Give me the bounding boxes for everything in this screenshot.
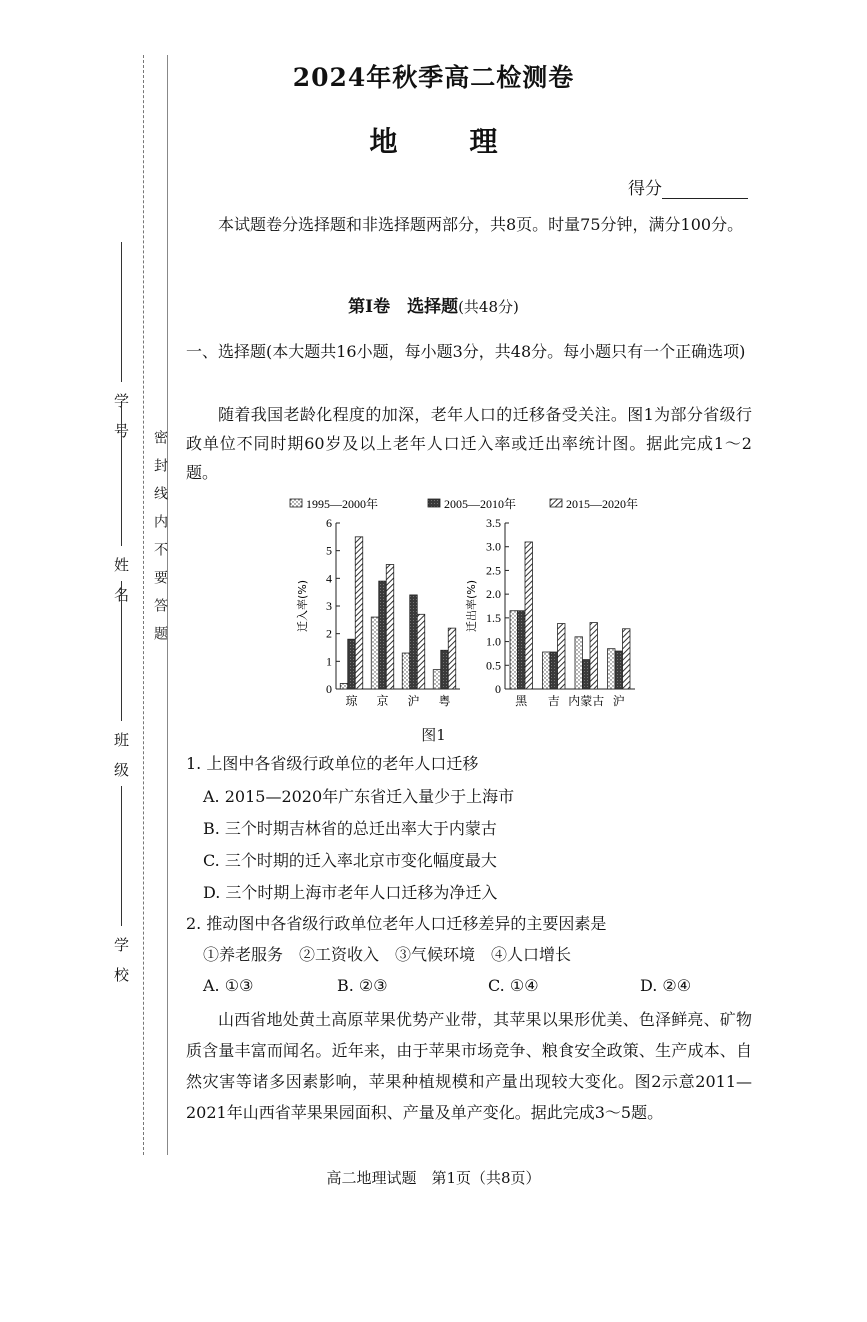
legend-label: 2005—2010年 [444,497,517,511]
section-title: 第Ⅰ卷 选择题 [348,297,459,317]
bar [518,611,526,689]
q2-option-a[interactable]: A. ①③ [203,976,254,995]
y-tick-label: 2.5 [486,563,501,578]
q2-factors: ①养老服务 ②工资收入 ③气候环境 ④人口增长 [203,945,572,964]
school-field[interactable] [112,780,132,982]
bar [348,639,356,689]
y-tick-label: 5 [326,543,332,558]
bar [402,653,410,689]
x-category-label: 沪 [612,694,625,708]
exam-intro: 本试题卷分选择题和非选择题两部分，共8页。时量75分钟，满分100分。 [218,215,744,234]
q1-option-b[interactable]: B. 三个时期吉林省的总迁出率大于内蒙古 [203,819,497,838]
x-category-label: 黑 [515,694,528,708]
y-tick-label: 0 [326,682,332,696]
page-footer: 高二地理试题 第1页（共8页） [326,1169,541,1187]
figure-1-chart [280,493,670,718]
x-category-label: 琼 [345,694,358,708]
x-category-label: 沪 [407,694,420,708]
bar [525,542,533,689]
school-label: 学 校 [112,936,130,982]
bar [379,581,387,689]
x-category-label: 粤 [438,694,451,708]
bar [386,565,394,690]
student-name-label: 姓 名 [112,556,130,602]
bar [558,624,566,689]
chart-legend [290,496,638,511]
y-tick-label: 3.5 [486,516,501,530]
bar [510,611,518,689]
q1-option-c[interactable]: C. 三个时期的迁入率北京市变化幅度最大 [203,851,497,870]
y-tick-label: 1 [326,654,332,669]
chart-out-migration [464,516,635,708]
x-category-label: 内蒙古 [568,694,605,708]
y-tick-label: 2.0 [486,587,501,602]
y-axis-label: 迁出率(%) [465,579,478,633]
bar [550,652,558,689]
y-tick-label: 3.0 [486,539,501,554]
section-heading [0,292,867,317]
chart-in-migration [295,516,460,708]
q2-option-c[interactable]: C. ①④ [488,976,539,995]
question-1-stem: 1. 上图中各省级行政单位的老年人口迁移 [186,754,479,773]
school-blank[interactable] [121,786,122,926]
y-tick-label: 6 [326,516,332,530]
class-label: 班 级 [112,731,130,777]
y-tick-label: 0.5 [486,658,501,673]
legend-label: 2015—2020年 [566,497,639,511]
part1-heading: 一、选择题(本大题共16小题，每小题3分，共48分。每小题只有一个正确选项) [186,342,746,361]
bar [355,537,363,689]
figure-caption: 图1 [421,726,446,744]
bar [433,670,441,689]
bar [615,651,623,689]
student-name-blank[interactable] [121,406,122,546]
q1-option-d[interactable]: D. 三个时期上海市老年人口迁移为净迁入 [203,883,498,902]
passage-2: 山西省地处黄土高原苹果优势产业带，其苹果以果形优美、色泽鲜亮、矿物质含量丰富而闻名。近年来，由于苹果市场竞争、粮食安全政策、生产成本、自然灾害等诸多因素影响，苹果种植规模和产量出现较大变化。图2示意2011—2021年山西省苹果果园面积、产量及单产变化。据此完成3～5题。 [186,1010,752,1122]
bar [448,628,456,689]
y-tick-label: 1.5 [486,610,501,625]
bar [340,683,348,689]
score-blank[interactable] [662,180,748,199]
bar [583,660,591,689]
y-tick-label: 0 [495,682,501,696]
q2-option-d[interactable]: D. ②④ [640,976,692,995]
bar [543,652,551,689]
x-category-label: 京 [376,694,389,708]
y-tick-label: 4 [326,571,332,586]
y-tick-label: 2 [326,626,332,641]
bar [623,629,631,689]
bar [371,617,379,689]
seal-notice: 密 封 线 内 不 要 答 题 [152,430,168,640]
legend-swatch [550,499,562,507]
q1-option-a[interactable]: A. 2015—2020年广东省迁入量少于上海市 [203,787,515,806]
y-tick-label: 1.0 [486,634,501,649]
y-axis-label: 迁入率(%) [296,579,309,633]
bar [575,637,583,689]
binding-dashed-line [143,55,144,1155]
passage-1: 随着我国老龄化程度的加深，老年人口的迁移备受关注。图1为部分省级行政单位不同时期60岁及以上老年人口迁入率或迁出率统计图。据此完成1～2题。 [186,405,752,482]
question-2-stem: 2. 推动图中各省级行政单位老年人口迁移差异的主要因素是 [186,914,607,933]
legend-label: 1995—2000年 [306,497,379,511]
legend-swatch [428,499,440,507]
score-field[interactable] [628,174,748,199]
bar [417,614,425,689]
y-tick-label: 3 [326,599,332,613]
q2-option-b[interactable]: B. ②③ [337,976,388,995]
score-label: 得分 [628,179,662,198]
bar [590,623,598,689]
bar [608,649,616,689]
subject-title: 地 理 [369,125,520,158]
bar [441,650,449,689]
bar [410,595,418,689]
section-note: (共48分) [458,298,519,316]
student-id-label: 学 号 [112,392,130,438]
class-field[interactable] [112,575,132,777]
student-name-field[interactable] [112,400,132,602]
legend-swatch [290,499,302,507]
class-blank[interactable] [121,581,122,721]
exam-title: 2024年秋季高二检测卷 [292,63,575,92]
x-category-label: 吉 [547,694,560,708]
